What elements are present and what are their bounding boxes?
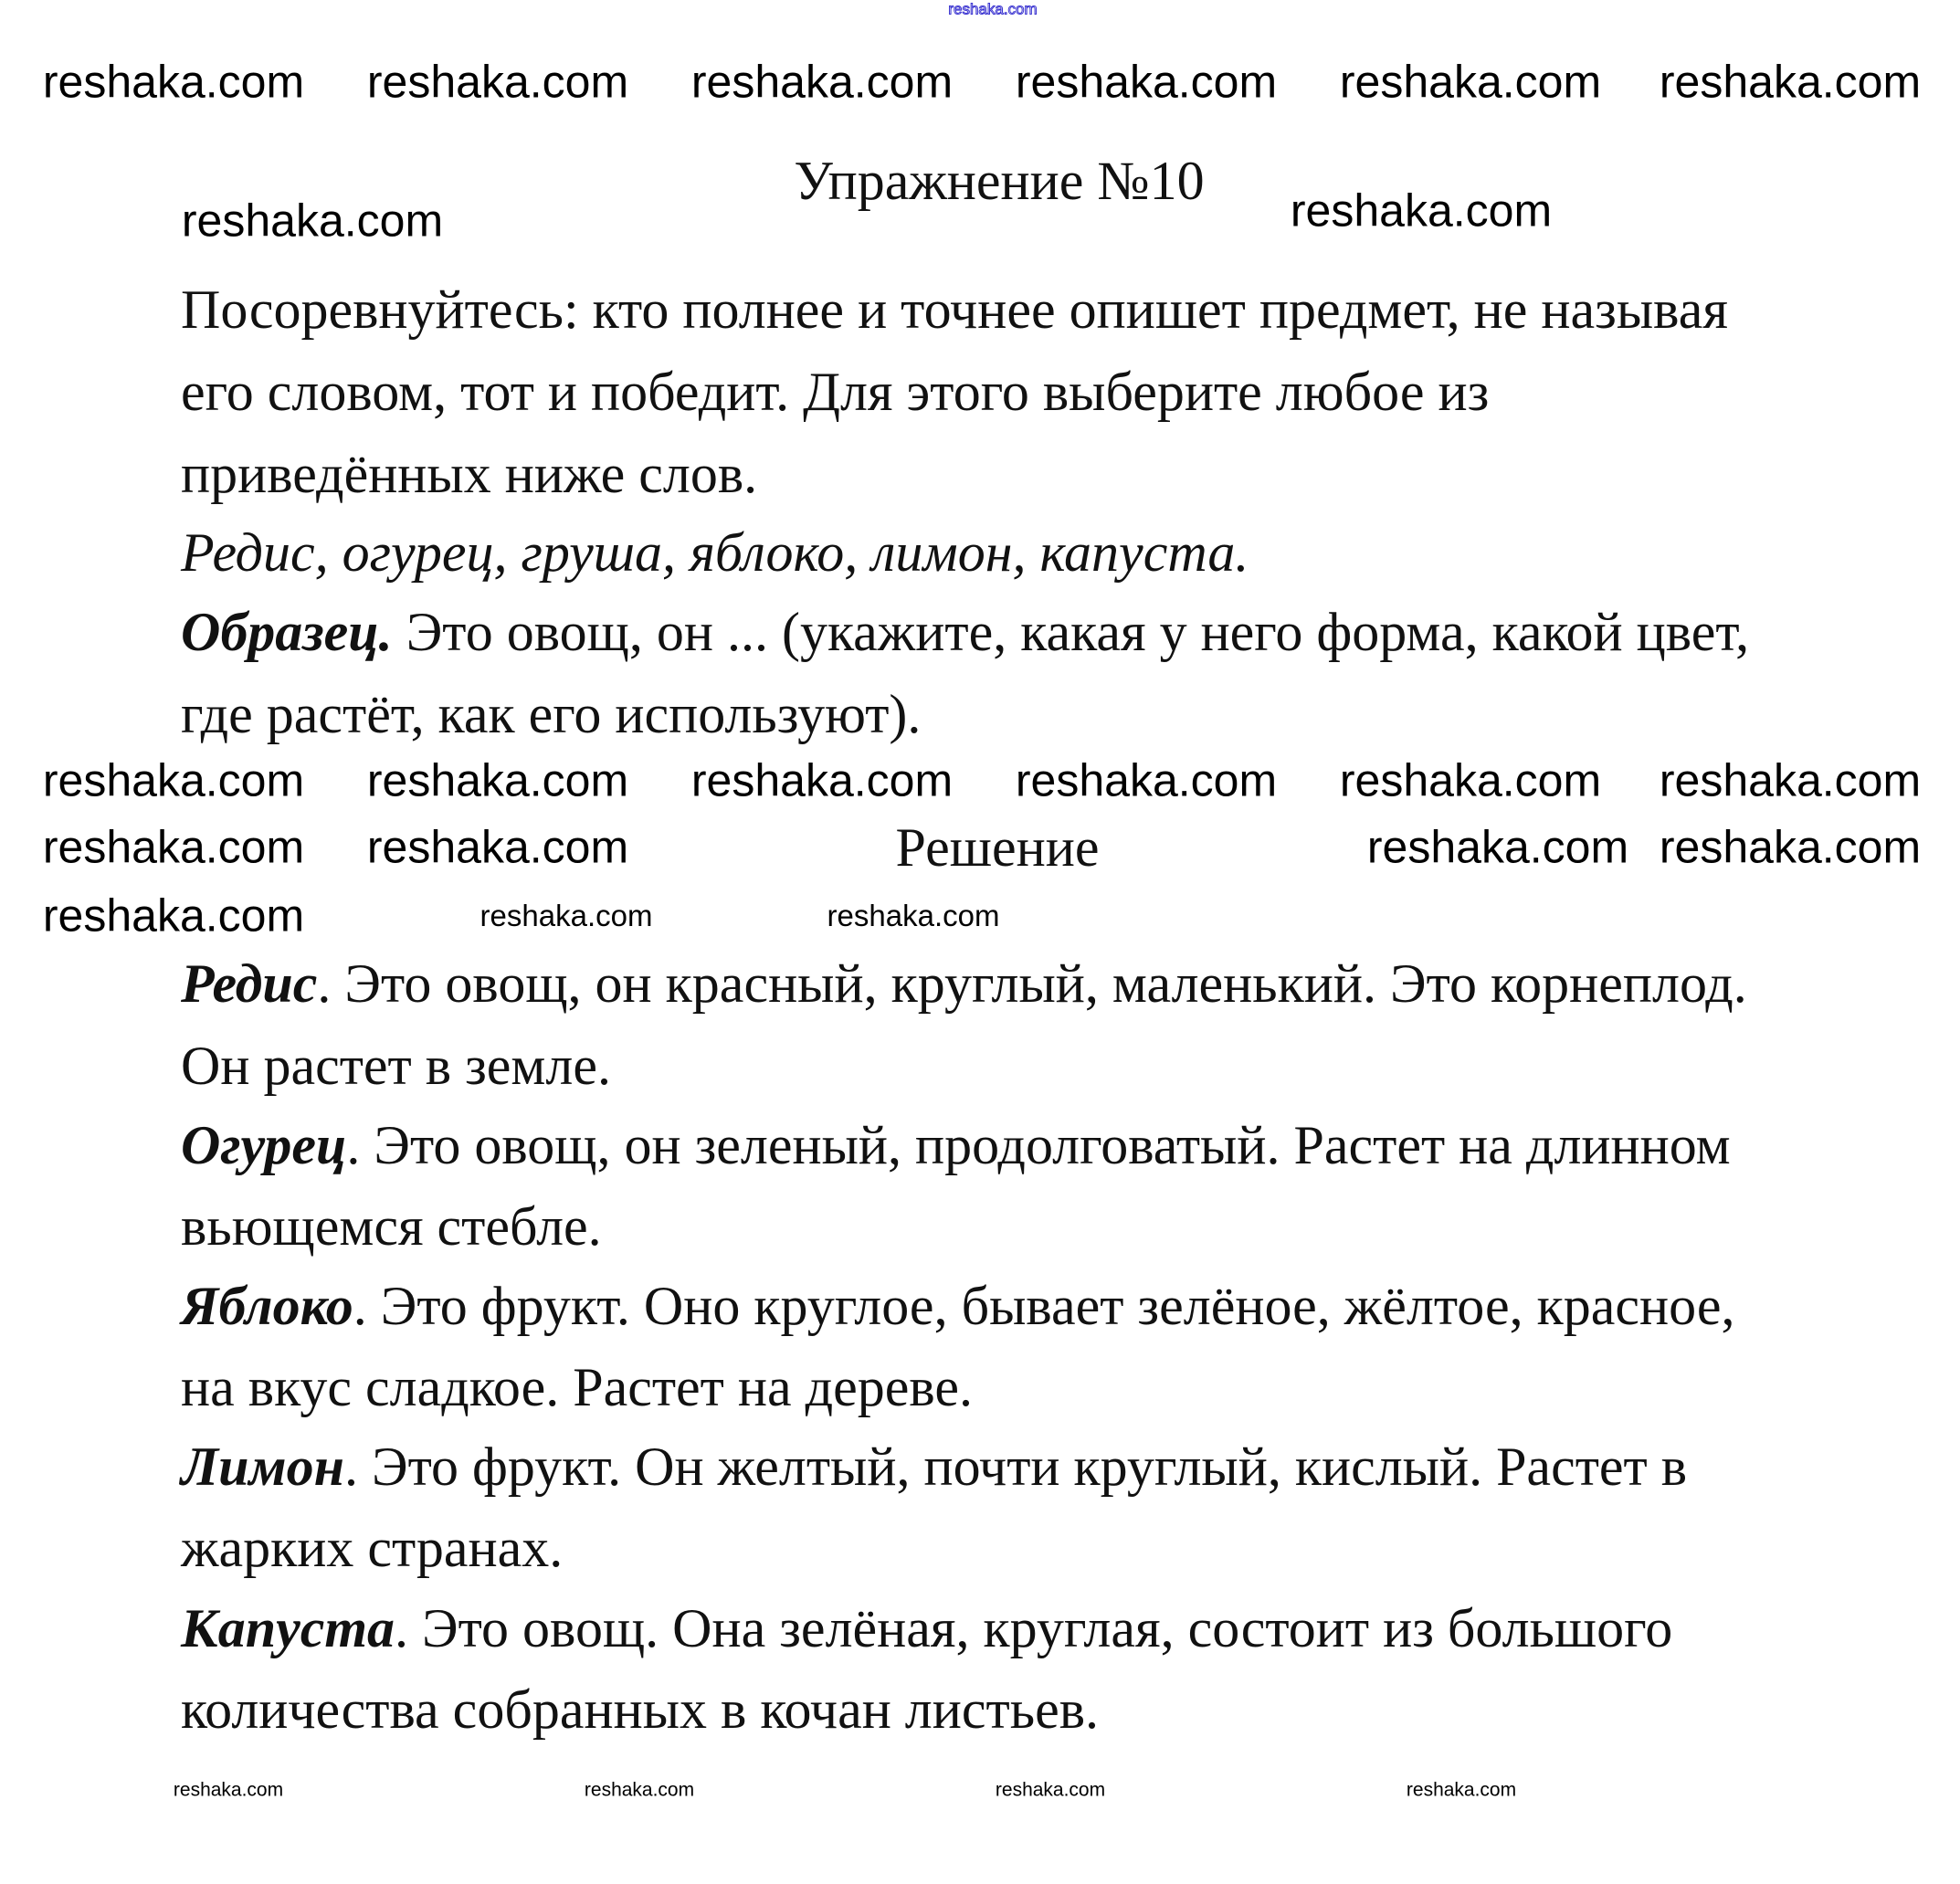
answer-label: Огурец <box>181 1115 347 1175</box>
watermark: reshaka.com <box>479 898 653 932</box>
answer-line: жарких странах. <box>181 1518 564 1578</box>
watermark: reshaka.com <box>42 889 305 942</box>
watermark: reshaka.com <box>1406 1779 1517 1801</box>
watermark: reshaka.com <box>1659 754 1922 806</box>
watermark: reshaka.com <box>690 754 954 806</box>
watermark: reshaka.com <box>1015 56 1278 108</box>
answer-line <box>181 1436 1687 1498</box>
answer-line: Он растет в земле. <box>181 1036 611 1096</box>
answer-line <box>181 1114 1731 1176</box>
watermark: reshaka.com <box>181 195 444 247</box>
watermark: reshaka.com <box>690 56 954 108</box>
solution-title: Решение <box>895 817 1100 878</box>
task-text-line: его словом, тот и победит. Для этого выберите любое из <box>181 362 1490 422</box>
answer-text: . Это фрукт. Он желтый, почти круглый, кислый. Растет в <box>343 1437 1688 1497</box>
exercise-title: Упражнение №10 <box>794 151 1205 211</box>
watermark: reshaka.com <box>995 1779 1106 1801</box>
watermark: reshaka.com <box>1339 56 1602 108</box>
watermark: reshaka.com <box>42 821 305 873</box>
watermark: reshaka.com <box>1290 184 1553 237</box>
answer-label: Лимон <box>181 1437 344 1497</box>
task-text-line: приведённых ниже слов. <box>181 444 758 504</box>
answer-text: . Это фрукт. Оно круглое, бывает зелёное, жёлтое, красное, <box>353 1276 1735 1336</box>
watermark: reshaka.com <box>1015 754 1278 806</box>
watermark: reshaka.com <box>1366 821 1629 873</box>
answer-line: количества собранных в кочан листьев. <box>181 1679 1100 1740</box>
answer-label: Капуста <box>181 1598 395 1658</box>
watermark-top-link[interactable]: reshaka.com <box>948 0 1038 18</box>
answer-line <box>181 1275 1735 1337</box>
watermark: reshaka.com <box>1659 821 1922 873</box>
answer-line <box>181 953 1747 1015</box>
word-list: Редис, огурец, груша, яблоко, лимон, капуста. <box>181 522 1249 583</box>
answer-text: . Это овощ, он зеленый, продолговатый. Растет на длинном <box>346 1115 1731 1175</box>
watermark: reshaka.com <box>1659 56 1922 108</box>
task-text-line: Посоревнуйтесь: кто полнее и точнее опишет предмет, не называя <box>181 279 1728 340</box>
watermark: reshaka.com <box>366 821 629 873</box>
answer-label: Редис <box>181 953 318 1014</box>
watermark: reshaka.com <box>827 898 1000 932</box>
watermark: reshaka.com <box>173 1779 284 1801</box>
sample-label: Образец. <box>181 602 393 662</box>
watermark: reshaka.com <box>366 754 629 806</box>
watermark: reshaka.com <box>42 56 305 108</box>
answer-text: . Это овощ, он красный, круглый, маленький. Это корнеплод. <box>317 953 1747 1014</box>
answer-text: . Это овощ. Она зелёная, круглая, состоит из большого <box>395 1598 1673 1658</box>
sample-line <box>181 601 1749 663</box>
answer-line: вьющемся стебле. <box>181 1196 602 1257</box>
sample-text: Это овощ, он ... (укажите, какая у него форма, какой цвет, <box>392 602 1750 662</box>
answer-label: Яблоко <box>181 1276 353 1336</box>
watermark: reshaka.com <box>1339 754 1602 806</box>
sample-line: где растёт, как его используют). <box>181 684 922 744</box>
answer-line: на вкус сладкое. Растет на дереве. <box>181 1357 974 1417</box>
watermark: reshaka.com <box>42 754 305 806</box>
watermark: reshaka.com <box>366 56 629 108</box>
answer-line <box>181 1597 1672 1659</box>
watermark: reshaka.com <box>584 1779 695 1801</box>
